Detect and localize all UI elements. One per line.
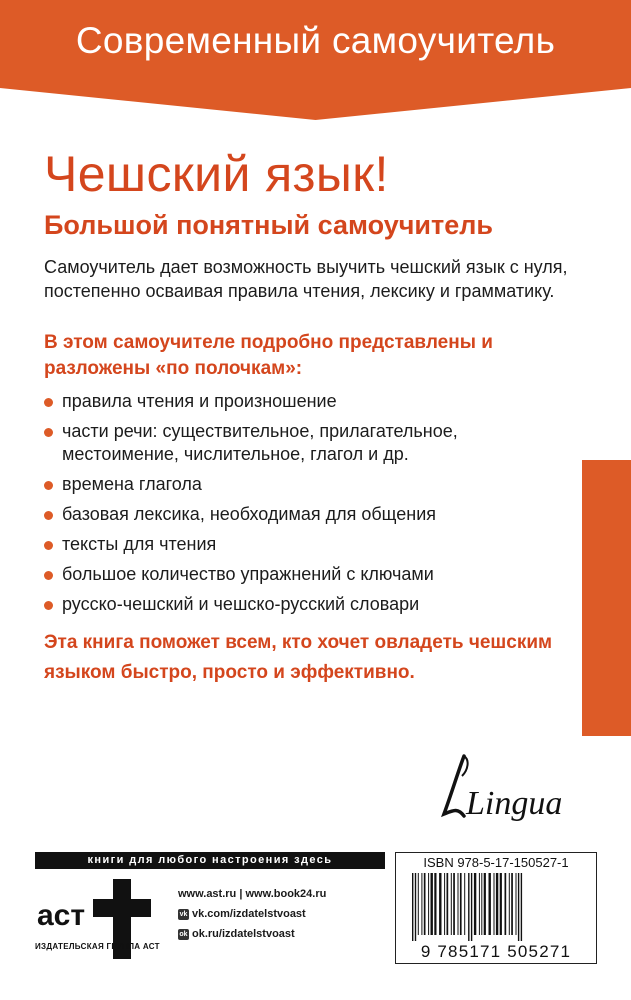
series-banner [0,0,631,120]
series-title: Современный самоучитель [75,20,556,61]
barcode-bar [439,873,441,935]
barcode-bar [418,873,419,935]
banner-notch [0,88,631,120]
feature-text: времена глагола [62,474,202,494]
barcode-bar [453,873,455,935]
barcode-bar [451,873,452,935]
ok-icon: ok [179,930,188,938]
barcode-bar [505,873,507,935]
bullet-icon [44,481,53,490]
barcode-bar [521,873,522,941]
vk-row [178,904,326,924]
barcode-bar [494,873,495,935]
vk-icon: vk [179,910,188,918]
websites-row [178,884,326,904]
feature-item [44,563,564,586]
barcode [408,873,588,941]
barcode-bar [434,873,436,935]
bullet-icon [44,428,53,437]
feature-item [44,503,564,526]
feature-text: тексты для чтения [62,534,217,554]
barcode-bar [468,873,469,941]
feature-text: части речи: существительное, прилагательное, местоимение, числительное, глагол и др. [62,421,458,464]
barcode-bar [518,873,519,941]
barcode-bar [447,873,449,935]
bullet-icon [44,571,53,580]
isbn-digits: 9 785171 505271 [420,942,572,961]
feature-item [44,593,564,616]
book-subtitle: Большой понятный самоучитель [44,210,494,240]
feature-item [44,420,564,466]
barcode-bar [424,873,426,935]
feature-list [44,390,564,623]
lingua-logo-text: Lingua [466,785,563,822]
barcode-bar [431,873,433,935]
feature-text: большое количество упражнений с ключами [62,564,434,584]
side-accent-bar [582,460,631,736]
barcode-bar [496,873,498,935]
barcode-bar [428,873,429,935]
isbn-label: ISBN 978-5-17-150527-1 [423,855,569,870]
ok-row [178,924,326,944]
feature-item [44,473,564,496]
slogan-bar: книги для любого настроения здесь [35,852,385,869]
barcode-bar [509,873,510,935]
publisher-name: ИЗДАТЕЛЬСКАЯ ГРУППА АСТ [35,942,160,951]
publisher-links [178,884,326,944]
intro-text: Самоучитель дает возможность выучить чешский язык с нуля, постепенно осваивая правила чтения, лексику и грамматику. [44,257,568,301]
closing-text: Эта книга поможет всем, кто хочет овладеть чешским языком быстро, просто и эффективно. [44,632,553,683]
isbn-box [395,852,597,964]
lingua-logo [428,752,568,832]
feature-text: базовая лексика, необходимая для общения [62,504,437,524]
barcode-bar [444,873,445,935]
barcode-bar [479,873,480,935]
feature-item [44,533,564,556]
ok-link[interactable]: ok.ru/izdatelstvoast [192,928,295,940]
barcode-bar [511,873,513,935]
barcode-bar [484,873,486,935]
barcode-bar [412,873,413,941]
feature-text: правила чтения и произношение [62,391,337,411]
vk-link[interactable]: vk.com/izdatelstvoast [192,908,306,920]
feature-text: русско-чешский и чешско-русский словари [62,594,420,614]
barcode-bar [500,873,502,935]
barcode-bar [489,873,491,935]
barcode-bar [516,873,517,935]
ast-logo-text: аст [37,899,86,932]
bullet-icon [44,541,53,550]
barcode-bar [460,873,462,935]
bullet-icon [44,511,53,520]
barcode-bar [415,873,416,941]
barcode-bar [464,873,465,935]
barcode-bar [421,873,422,935]
feature-item [44,390,564,413]
book-title: Чешский язык! [44,146,389,202]
websites-link[interactable]: www.ast.ru | www.book24.ru [178,888,327,900]
bullet-icon [44,601,53,610]
barcode-bar [481,873,482,935]
lead-text: В этом самоучителе подробно представлены и разложены «по полочкам»: [44,332,493,379]
barcode-bar [458,873,459,935]
bullet-icon [44,398,53,407]
barcode-bar [474,873,476,935]
barcode-bar [471,873,472,941]
